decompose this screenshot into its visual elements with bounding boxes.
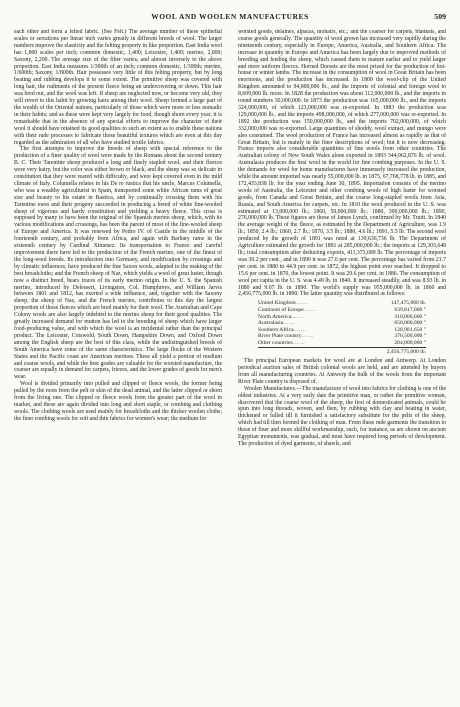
leader-dots: .......	[291, 313, 304, 320]
leader-dots: .......	[303, 306, 317, 313]
paragraph: The principal European markets for wool are at London and Antwerp. At London periodical auction sales of British colonial wools are held, and are attended by buyers from all manufacturing countries. At Antwerp the bulk of the wools from the important River Plate country is disposed of.	[238, 358, 446, 385]
table-row	[258, 340, 426, 347]
region-amount: 204,000,000 "	[394, 339, 426, 346]
paragraph: Wool is divided primarily into pulled and clipped or fleece wools, the former being pulled by the roots from the pelt or skin of the dead animal, and the latter clipped or shorn from the living one. The clipped or fleece wools form the greater part of the wool in market, and these are again divided into long and short staple, or combing and clothing wools. The clothing wools are used mainly for broadcloths and the thicker woolen cloths; the finer combing wools for soft and thin fabrics for women's wear; the medium for	[14, 381, 222, 422]
table-row	[258, 307, 426, 314]
region-amount: 310,000,000 "	[394, 313, 426, 320]
region-amount: 650,000,000 "	[394, 320, 426, 327]
leader-dots: .......	[283, 320, 296, 327]
region-amount: 376,500,000 "	[394, 333, 426, 340]
paragraph: worsted goods, delaines, alpacas, mohairs, etc.; and the coarser for carpets, blankets, and coarse goods generally. The quantity of wool grown has increased very rapidly during the nineteenth century, especially in Europe, America, Australia, and Southern Africa. The increase in quantity in Europe and America has been largely due to improved methods of breeding and feeding the sheep, which caused them to mature earlier and to yield larger and more uniform fleeces. Horned Dorsets are the most prized for the production of hot-house or winter lambs. The increase in the consumption of wool in Great Britain has been enormous, and the production has increased. In 1800 the wool-clip of the United Kingdom amounted to 94,000,000 lb., and the imports of colonial and foreign wool to 8,609,000 lb. more. In 1828 the production was about 112,000,000 lb., and the imports in round numbers 30,000,000. In 1873 the production was 165,000,000 lb., and the imports 324,000,000, of which 123,000,000 was re-exported. In 1883 the production was 129,000,000 lb., and the imports 498,000,000, of which 277,000,000 was re-exported. In 1892 the production was 150,000,000 lb., and the imports 702,000,000, of which 332,000,000 was re-exported. Large quantities of shoddy, wool extract, and mungo were also consumed. The wool production of France has increased almost as rapidly as that of Great Britain, but is mainly in the finer descriptions of wool; but it is now decreasing. France imports also considerable quantities of fine wools from other countries. The Australian colony of New South Wales alone exported in 1893 344,962,876 lb. of wool. Australasia produces the best wool in the world for fine combing purposes. In the U. S. the demands for wool for home manufactures have immensely increased the production, while the amount imported was nearly 55,000,000 lb. in 1875, 67,768,778 lb. in 1885, and 172,433,838 lb. for the year ending June 30, 1895. Importation consists of the merino wools of Australia, the Leicester and other combing wools of high luster for worsted goods, from Canada and Great Britain, and the coarse long-stapled wools from Asia, Russia, and South America for carpets, etc. In 1810 the wool produced in the U. S. was estimated at 13,000,000 lb.; 1860, 50,000,000 lb.; 1880, 300,000,000 lb.; 1890, 276,000,000 lb. These figures are those of James Lynch, confirmed by Mr. Truitt. In 1840 the average weight of the fleece, as estimated by the Department of Agriculture, was 1.9 lb.; 1850, 2.4 lb.; 1860, 2.7 lb.; 1870, 3.5 lb.; 1880, 4.6 lb.; 1891, 5.5 lb. The second wool produced by the growth of 1891 was rated at 139,636,736 lb. The Department of Agriculture estimated the growth for 1891 at 285,000,000 lb.; the imports at 129,303,648 lb.; total consumption after deducting exports, 411,373,689 lb. The percentage of imports was 30.2 per cent., and in 1890 it was 27.6 per cent. The percentage has varied from 21.7 per cent. in 1880 to 44.9 per cent. in 1872, the highest point ever reached. It dropped to 15.6 per cent. in 1870, the lowest point. It was 29.6 per cent. in 1886. The consumption of wool per capita in the U. S. was 4.49 lb. in 1840. It increased steadily, and was 8.93 lb. in 1880 and 9.07 lb. in 1890. The world's supply was 955,000,000 lb. in 1860 and 2,456,775,000 lb. in 1890. The latter quantity was distributed as follows:	[238, 29, 446, 298]
wool-distribution-table	[258, 300, 426, 355]
leader-dots: .......	[293, 326, 307, 333]
page-number: 509	[434, 12, 446, 21]
region-name: United Kingdom	[258, 300, 296, 307]
right-column	[238, 29, 446, 705]
leader-dots: .......	[292, 339, 306, 346]
left-column	[14, 29, 222, 705]
text-columns	[14, 29, 446, 705]
table-total-row	[258, 347, 426, 355]
region-amount: 147,475,000 lb.	[390, 300, 426, 307]
table-row	[258, 333, 426, 340]
region-amount: 639,817,000 "	[394, 306, 426, 313]
region-amount: 128,981,650 "	[394, 326, 426, 333]
table-row	[258, 314, 426, 321]
paragraph: The first attempts to improve the breeds of sheep with special reference to the production of a finer quality of wool were made by the Romans about the second century B. C. Their Tarentine sheep produced a long and finely stapled wool, and their fleeces were very hairy, but the color was either brown or black, and the sheep was so delicate in constitution that they were reared with difficulty, and were kept covered even in the mild climate of Italy. Columella relates in his De re rustica that his uncle, Marcus Columella, who was a wealthy agriculturist in Spain, transported some white African rams of great size and beauty to his estate in Baetica, and by continually crossing them with his Tarentine ewes and their progeny succeeded in producing a breed of white fine-wooled sheep of vigorous and hardy constitution and yielding a heavy fleece. This cross is supposed by many to have been the original of the Spanish merino sheep, which, with its various modifications and crossings, has been the parent of most of the fine-wooled sheep of Europe and America. It was renewed by Pedro IV. of Castile in the middle of the fourteenth century, and probably from Africa, and again with Barbary rams in the sixteenth century by Cardinal Ximenez. Its transportation to France and careful improvement there have led to the production of the French merino, one of the finest of the long-wool breeds. Its introduction into Germany, and modification by crossings and by climatic influences, have produced the fine Saxon wools, adapted to the making of the best broadcloths; and the French sheep of Naz, which yields a wool of great luster, though now a distinct breed, bears traces of its early merino origin. In the U. S. the Spanish merino, introduced by Delessert, Livingston, Col. Humphreys, and William Jarvis between 1801 and 1812, has exerted a wide influence, and, together with the Saxony sheep, the sheep of Naz, and the French merino, contributes to this day the largest proportion of those fleeces which are bred mainly for their wool. The Australian and Cape Colony wools are also largely indebted to the merino sheep for their good qualities. The greatly increased demand for mutton has led to the breeding of sheep which have larger food-producing value, and with which the wool is an incidental rather than the principal product. The Leicester, Cotswold, South Down, Hampshire Down, and Oxford Down among the English sheep are the best of this class, while the undistinguished breeds of South America have some of the same characteristics. The large flocks of the Western States and the Pacific coast are American merinos. These all yield a portion of medium and coarse wools, and while the best grades are valuable for the worsted manufacture, the coarser are equally in demand for carpets, friezes, and the lower grades of goods for men's wear.	[14, 146, 222, 381]
paragraph: Woolen Manufactures.—The manufacture of wool into fabrics for clothing is one of the oldest industries. At a very early date the primitive man, or rather the primitive woman, discovered that the coarse wool of the sheep, the first of domesticated animals, could be spun into long threads, woven, and then, by rubbing with clay and beating in water, thickened or fulled till it furnished a satisfactory substitute for the pelts of the sheep, which had till then formed the clothing of man. From these rude garments the transition to those of finer and more skillful workmanship, such, for instance, as are shown on ancient Egyptian monuments, was gradual, and must have required long periods of development. The production of dyed garments, of shawls, and	[238, 385, 446, 447]
region-name: Southern Africa	[258, 326, 294, 333]
region-name: River Plate country	[258, 333, 302, 340]
region-name: Continent of Europe	[258, 306, 304, 313]
total-amount: 2,456,775,000 lb.	[358, 347, 426, 355]
region-name: North America	[258, 313, 292, 320]
paragraph: each other and form a felted fabric. (See Felt.) The average number of these epithelial scales or serrations per linear inch varies greatly in different breeds of wool. The larger numbers improve the elasticity and the felting property in like proportion. East India wool has 1,800 scales per inch; common domestic, 1,400; Leicester, 1,400; merino, 2,000; Saxony, 2,200. The average size of the fiber varies, and almost inversely to the above proportion. East India measures 1/300th of an inch; common domestic, 1/300th; merino, 1/600th; Saxony, 1/800th. Hair possesses very little of this felting property, but by long beating and rubbing develops it to some extent. The primitive sheep was covered with long hair, the rudiments of the present fleece being an undercovering or down. This hair was bred out, and the wool was left. If sheep are neglected now, or become very old, they will revert to this habit by growing hairs among their wool. Sheep formed a large part of the wealth of the Oriental nations, particularly of those which were more or less nomadic in their habits; and as these were kept very largely for food, though shorn every year, it is remarkable that in the absence of any special efforts to improve the character of their wool it should have retained its good qualities to such an extent as to enable these nations with their rude processes to fabricate those beautiful textures which are even at this day regarded as the admiration of all who have studied textile fabrics.	[14, 29, 222, 146]
region-name: Australasia	[258, 320, 284, 327]
leader-dots: .......	[301, 333, 315, 340]
leader-dots: .......	[295, 300, 309, 307]
page-title: WOOL AND WOOLEN MANUFACTURES	[151, 12, 309, 21]
table-row	[258, 300, 426, 307]
running-header	[14, 12, 446, 24]
table-row	[258, 320, 426, 327]
region-name: Other countries	[258, 339, 293, 346]
table-row	[258, 327, 426, 334]
